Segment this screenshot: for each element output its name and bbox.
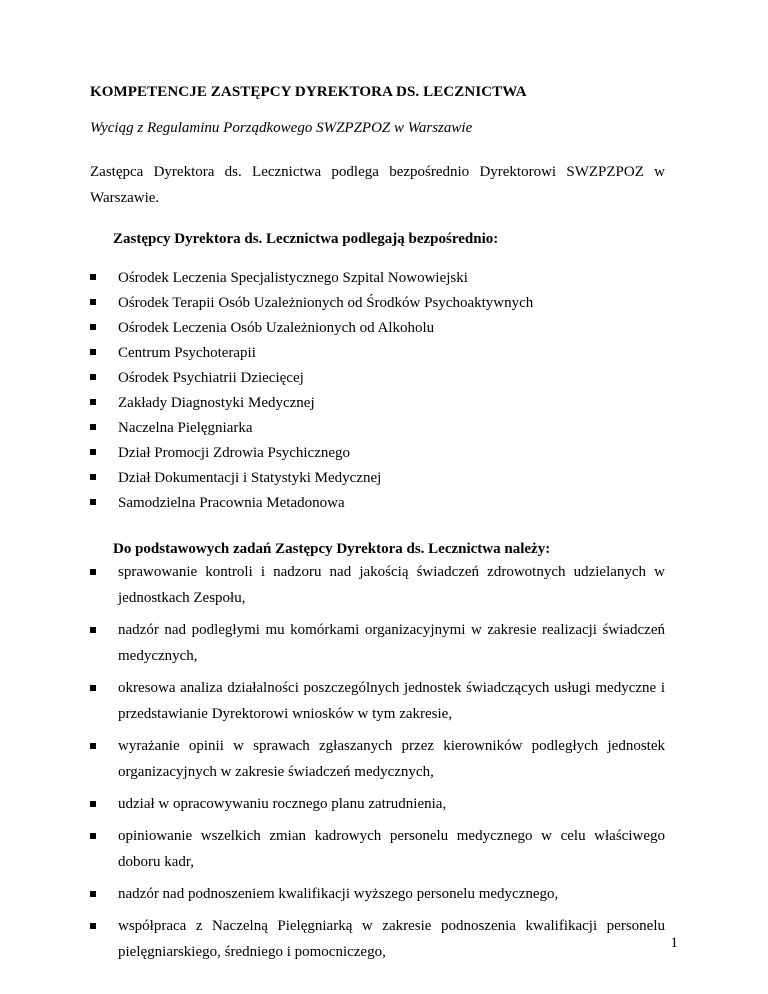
task-text: nadzór nad podległymi mu komórkami organizacyjnymi w zakresie realizacji świadczeń medycznych, [118,622,665,664]
tasks-list [90,559,665,971]
task-text: udział w opracowywaniu rocznego planu zatrudnienia, [118,796,447,812]
task-text: okresowa analiza działalności poszczególnych jednostek świadczących usługi medyczne i przedstawianie Dyrektorowi wniosków w tym zakresie, [118,680,665,722]
list-item [90,443,665,468]
square-bullet-icon [90,923,96,929]
square-bullet-icon [90,474,96,480]
task-text: współpraca z Naczelną Pielęgniarką w zakresie podnoszenia kwalifikacji personelu pielęgniarskiego, średniego i pomocniczego, [118,918,665,960]
square-bullet-icon [90,449,96,455]
square-bullet-icon [90,569,96,575]
square-bullet-icon [90,349,96,355]
page-number: 1 [670,935,678,951]
list-item [90,675,665,727]
intro-paragraph: Zastępca Dyrektora ds. Lecznictwa podlega bezpośrednio Dyrektorowi SWZPZPOZ w Warszawie. [90,164,665,206]
list-item [90,493,665,518]
list-item [90,268,665,293]
square-bullet-icon [90,499,96,505]
document-subtitle: Wyciąg z Regulaminu Porządkowego SWZPZPOZ w Warszawie [90,120,473,136]
square-bullet-icon [90,324,96,330]
square-bullet-icon [90,833,96,839]
square-bullet-icon [90,424,96,430]
list-item [90,343,665,368]
unit-label: Dział Promocji Zdrowia Psychicznego [118,445,351,461]
unit-label: Ośrodek Leczenia Osób Uzależnionych od Alkoholu [118,320,435,336]
units-list [90,268,665,518]
list-item [90,913,665,965]
square-bullet-icon [90,627,96,633]
unit-label: Centrum Psychoterapii [118,345,256,361]
unit-label: Dział Dokumentacji i Statystyki Medycznej [118,470,382,486]
list-item [90,823,665,875]
task-text: sprawowanie kontroli i nadzoru nad jakością świadczeń zdrowotnych udzielanych w jednostkach Zespołu, [118,564,665,606]
task-text: opiniowanie wszelkich zmian kadrowych personelu medycznego w celu właściwego doboru kadr, [118,828,665,870]
list-item [90,559,665,611]
unit-label: Zakłady Diagnostyki Medycznej [118,395,315,411]
list-item [90,617,665,669]
task-text: wyrażanie opinii w sprawach zgłaszanych przez kierowników podległych jednostek organizacyjnych w zakresie świadczeń medycznych, [118,738,665,780]
square-bullet-icon [90,274,96,280]
list-item [90,733,665,785]
list-item [90,881,665,907]
unit-label: Samodzielna Pracownia Metadonowa [118,495,345,511]
list-item [90,418,665,443]
square-bullet-icon [90,299,96,305]
square-bullet-icon [90,891,96,897]
list-item [90,293,665,318]
tasks-heading: Do podstawowych zadań Zastępcy Dyrektora ds. Lecznictwa należy: [113,541,551,557]
unit-label: Naczelna Pielęgniarka [118,420,253,436]
units-heading: Zastępcy Dyrektora ds. Lecznictwa podlegają bezpośrednio: [113,231,499,247]
task-text: nadzór nad podnoszeniem kwalifikacji wyższego personelu medycznego, [118,886,559,902]
unit-label: Ośrodek Leczenia Specjalistycznego Szpital Nowowiejski [118,270,468,286]
unit-label: Ośrodek Terapii Osób Uzależnionych od Środków Psychoaktywnych [118,295,534,311]
document-title: KOMPETENCJE ZASTĘPCY DYREKTORA DS. LECZNICTWA [90,84,527,100]
square-bullet-icon [90,685,96,691]
list-item [90,368,665,393]
square-bullet-icon [90,801,96,807]
list-item [90,393,665,418]
square-bullet-icon [90,374,96,380]
list-item [90,468,665,493]
list-item [90,318,665,343]
square-bullet-icon [90,743,96,749]
list-item [90,791,665,817]
unit-label: Ośrodek Psychiatrii Dziecięcej [118,370,304,386]
square-bullet-icon [90,399,96,405]
